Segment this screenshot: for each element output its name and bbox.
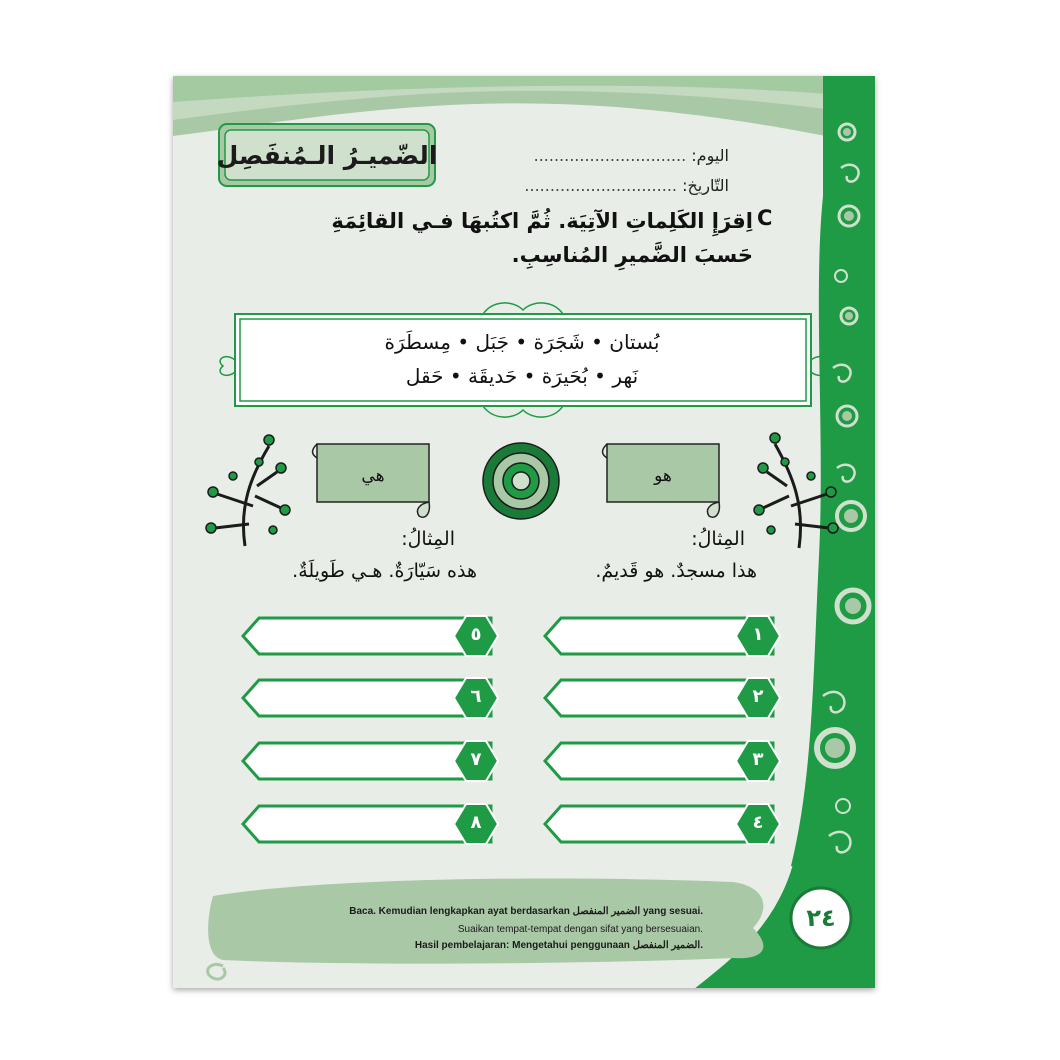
answer-field-3[interactable] [563, 745, 733, 777]
example-sentence-left: هذه سَيّارَةٌ. هـي طَويلَةٌ. [292, 560, 477, 582]
number-badge-4: ٤ [752, 812, 764, 833]
day-label: اليوم: [691, 146, 729, 165]
exercise-letter: C [757, 206, 773, 230]
instruction-line-2: حَسبَ الضَّميرِ المُناسِبِ. [511, 243, 753, 267]
day-blank[interactable]: .............................. [533, 146, 687, 165]
number-badge-1: ١ [752, 624, 764, 645]
date-line [524, 176, 729, 195]
number-badge-2: ٢ [752, 686, 764, 707]
instruction [323, 204, 753, 272]
number-badge-3: ٣ [752, 749, 764, 770]
pronoun-tag-hiya: هي [361, 466, 385, 486]
example-label-left: المِثالُ: [401, 528, 455, 550]
worksheet-page [173, 76, 875, 988]
pronoun-tag-huwa: هو [654, 466, 672, 486]
answer-field-1[interactable] [563, 620, 733, 652]
footer-line-2: Suaikan tempat-tempat dengan sifat yang bersesuaian. [457, 924, 703, 935]
word-list-line-1: بُستان • شَجَرَة • جَبَل • مِسطَرَة [384, 330, 660, 354]
answer-field-6[interactable] [261, 682, 451, 714]
word-box-frame [220, 303, 826, 417]
answer-field-5[interactable] [261, 620, 451, 652]
day-line [534, 146, 729, 165]
page-number: ٢٤ [806, 904, 836, 932]
example-label-right: المِثالُ: [691, 528, 745, 550]
number-badge-8: ٨ [470, 812, 482, 833]
answer-field-7[interactable] [261, 745, 451, 777]
number-badge-5: ٥ [470, 624, 482, 645]
answer-field-2[interactable] [563, 682, 733, 714]
answer-field-8[interactable] [261, 808, 451, 840]
footer-line-1: Baca. Kemudian lengkapkan ayat berdasarkan الضمير المنفصل yang sesuai. [349, 906, 703, 917]
instruction-line-1: اِقرَإِ الكَلِماتِ الآتِيَة. ثُمَّ اكتُبهَا فـي القائِمَةِ [331, 209, 753, 233]
page-title: الضّميـرُ الـمُنفَصِل [216, 140, 438, 170]
date-blank[interactable]: .............................. [524, 176, 677, 195]
word-list-line-2: نَهر • بُحَيرَة • حَديقَة • حَقل [405, 364, 639, 388]
answer-field-4[interactable] [563, 808, 733, 840]
number-badge-6: ٦ [470, 686, 482, 707]
example-sentence-right: هذا مسجدٌ. هو قَديمٌ. [595, 560, 757, 582]
rose-decoration [483, 443, 559, 519]
date-label: التّاريخ: [682, 176, 729, 195]
number-badge-7: ٧ [470, 749, 482, 770]
footer-line-3: Hasil pembelajaran: Mengetahui penggunaan الضمير المنفصل. [414, 940, 703, 951]
